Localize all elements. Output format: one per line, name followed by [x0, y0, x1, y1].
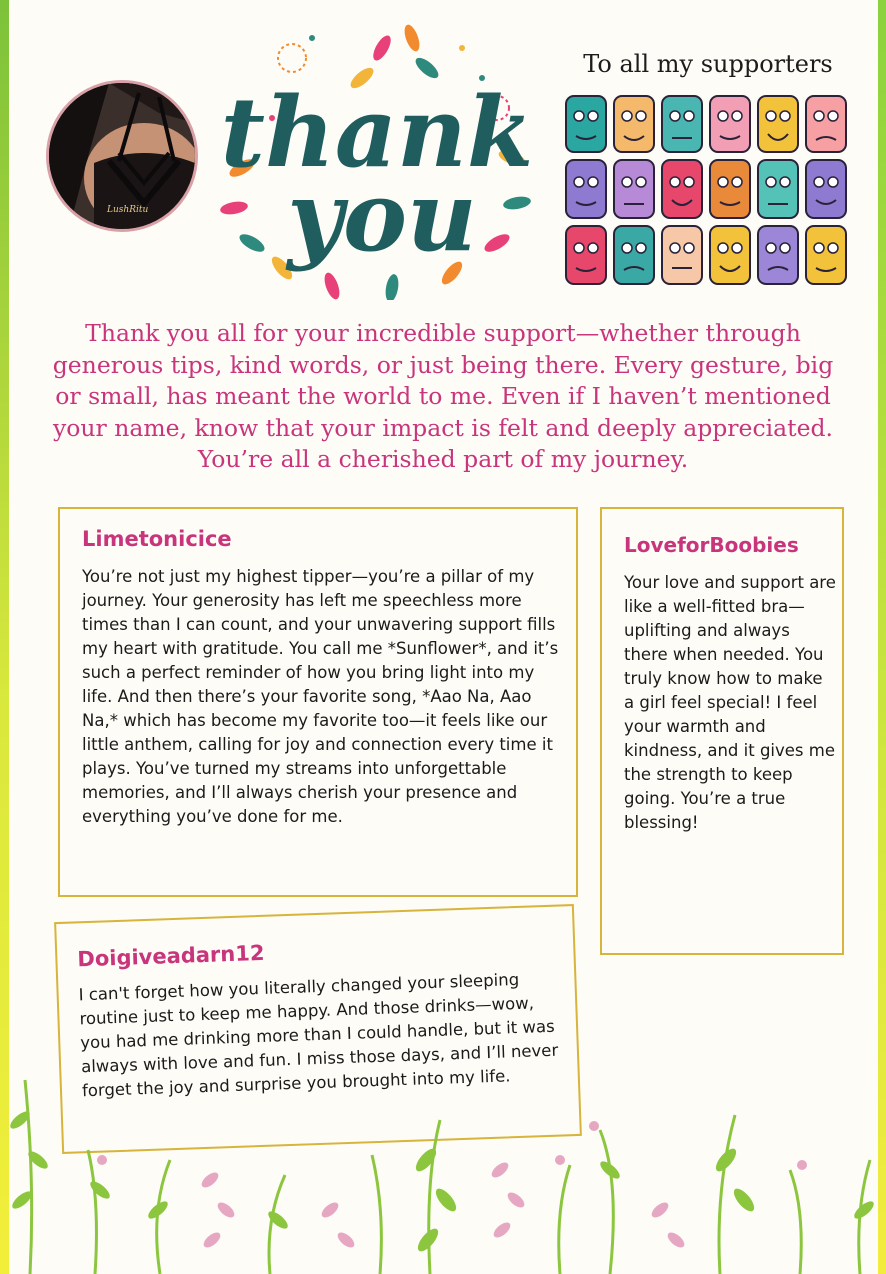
logo-text-thank: thank [220, 76, 534, 189]
supporter-message: You’re not just my highest tipper—you’re a pillar of my journey. Your generosity has left me speechless more times than I can count, and your unwavering support fills my heart with gratitude. You call me *Sunflower*, and it’s such a perfect reminder of how you bring light into my life. And then there’s your favorite song, *Aao Na, Aao Na,* which has become my favorite too—it feels like our little anthem, calling for joy and connection every time it plays. You’ve turned my streams into unforgettable memories, and I’ll always cherish your presence and everything you’ve done for me. [82, 567, 559, 826]
intro-message: Thank you all for your incredible support—whether through generous tips, kind words, or just being there. Every gesture, big or small, has meant the world to me. Even if I haven’t mentioned your name, know that your impact is felt and deeply appreciated. You’re all a cherished part of my journey. [52, 319, 834, 473]
supporter-message: I can't forget how you literally changed your sleeping routine just to keep me happy. And those drinks—wow, you had me drinking more than I could handle, but it was always with love and fun. I miss those days, and I’ll never forget the joy and surprise you brought into my life. [78, 969, 559, 1101]
supporter-name: Limetonicice [82, 527, 232, 551]
supporter-name: Doigiveadarn12 [77, 940, 265, 972]
avatar [46, 80, 198, 232]
supporter-name: LoveforBoobies [624, 533, 799, 557]
cartoon-faces-illustration [562, 92, 852, 288]
supporter-message: Your love and support are like a well-fitted bra—uplifting and always there when needed. You truly know how to make a girl feel special! I feel your warmth and kindness, and it gives me the strength to keep going. You’re a true blessing! [624, 573, 836, 832]
logo-text-you: you [287, 160, 477, 273]
supporter-card-loveforboobies [600, 507, 844, 955]
avatar-signature: LushRitu [107, 205, 149, 215]
supporters-title: To all my supporters [583, 50, 833, 78]
thank-you-logo [212, 18, 542, 300]
foliage-border [0, 1060, 886, 1274]
supporter-card-limetonicice [58, 507, 578, 897]
